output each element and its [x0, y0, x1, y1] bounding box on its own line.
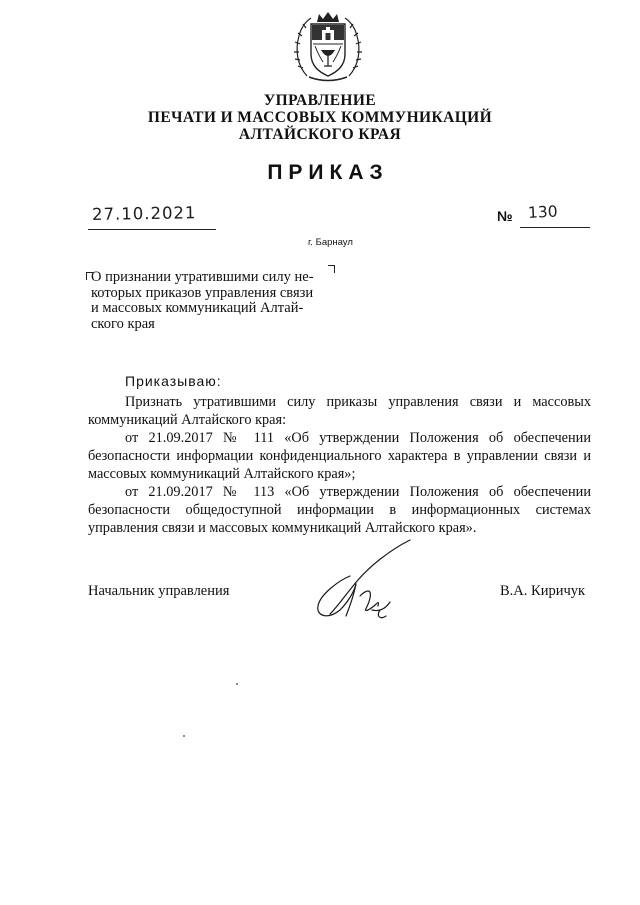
document-date: 27.10.2021 — [91, 203, 197, 224]
document-number: 130 — [527, 202, 559, 222]
document-body — [88, 393, 591, 537]
subject-corner-right — [328, 265, 335, 273]
document-title: ПРИКАЗ — [267, 161, 389, 184]
subject-line: ского края — [91, 315, 155, 332]
subject-line: которых приказов управления связи — [91, 284, 314, 301]
signer-name: В.А. Киричук — [500, 583, 586, 599]
document-subject — [91, 270, 327, 332]
handwritten-signature — [310, 536, 420, 626]
document-city: г. Барнаул — [308, 237, 353, 248]
number-sign: № — [497, 208, 513, 224]
subject-line: и массовых коммуникаций Алтай- — [91, 300, 304, 316]
subject-line: О признании утратившими силу не- — [91, 269, 314, 285]
org-name-line-2: ПЕЧАТИ И МАССОВЫХ КОММУНИКАЦИЙ — [147, 109, 493, 126]
scan-speck — [236, 683, 238, 685]
org-name-line-1: УПРАВЛЕНИЕ — [263, 92, 377, 109]
order-word: Приказываю: — [125, 373, 222, 389]
body-paragraph: от 21.09.2017 № 111 «Об утверждении Положения об обеспечении безопасности информации конфиденциального характера в управлении связи и массовых коммуникаций Алтайского края»; — [88, 430, 591, 482]
coat-of-arms-emblem — [293, 10, 363, 84]
scan-speck — [183, 735, 185, 737]
body-paragraph: от 21.09.2017 № 113 «Об утверждении Положения об обеспечении безопасности общедоступной информации в информационных системах управления связи и массовых коммуникаций Алтайского края». — [88, 484, 591, 536]
signer-position: Начальник управления — [88, 583, 230, 599]
org-name-line-3: АЛТАЙСКОГО КРАЯ — [238, 126, 402, 143]
body-paragraph: Признать утратившими силу приказы управления связи и массовых коммуникаций Алтайского края: — [88, 394, 591, 428]
